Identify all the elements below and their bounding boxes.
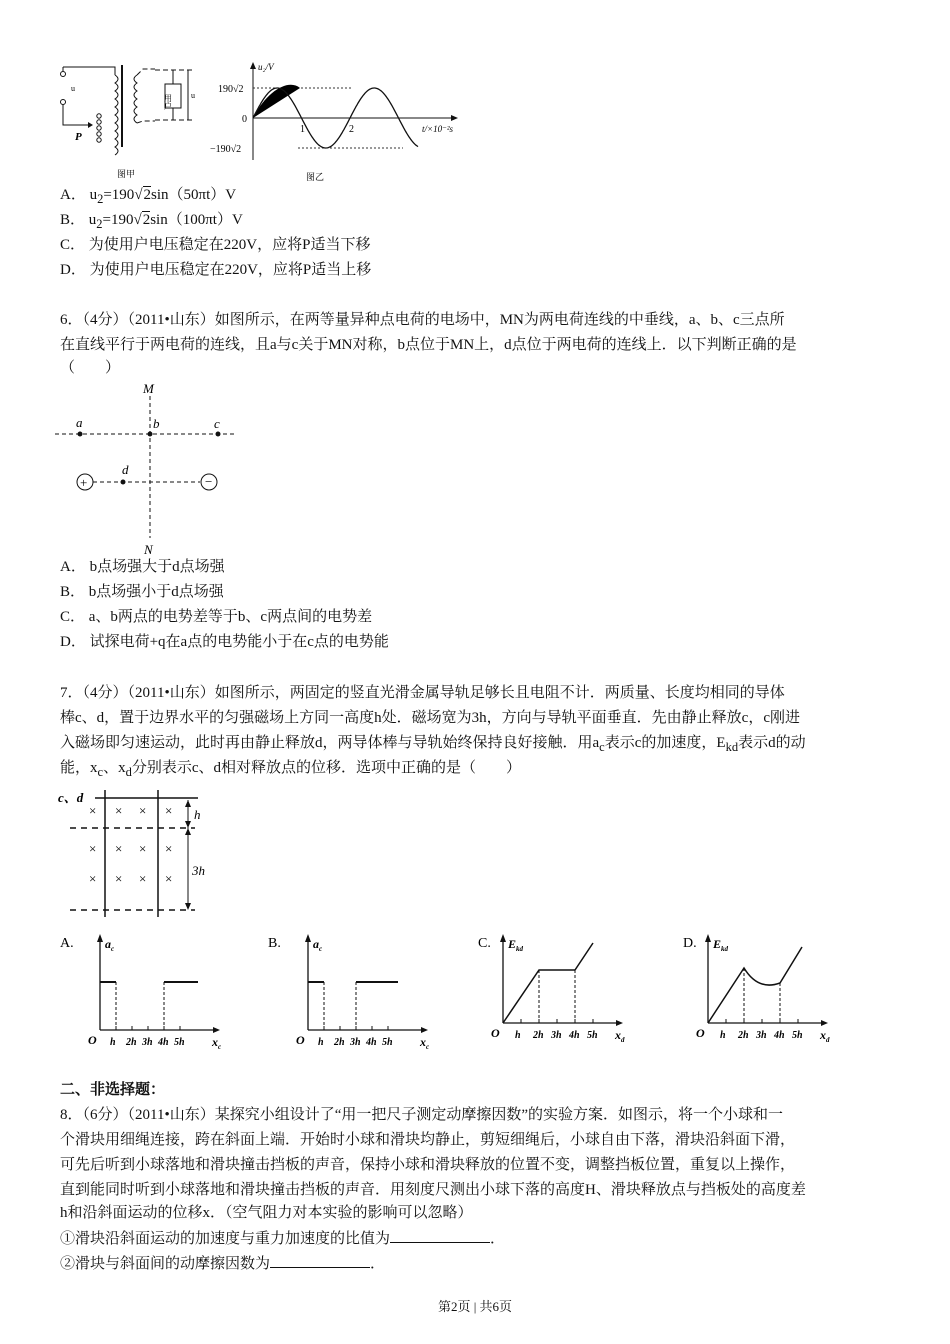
fig-jia-caption: 图甲 [117,169,136,179]
q6-option-c[interactable] [60,607,372,627]
fig-yi-caption: 图乙 [306,172,325,182]
y-axis-label: $E_{kd}$ [508,937,524,953]
q7-stem-line [60,758,521,782]
q7-option-d[interactable] [683,930,883,1055]
3h-label: 3h [192,863,205,878]
q8-stem-line: 直到能同时听到小球落地和滑块撞击挡板的声音．用刻度尺测出小球下落的高度H、滑块释放点与挡板处的高度差 [60,1182,806,1198]
q7-option-c[interactable] [478,930,678,1055]
field-cross-mark: × [165,803,173,818]
subquestion-text: ①滑块沿斜面运动的加速度与重力加速度的比值为 [60,1231,391,1247]
voltage-waveform-chart [208,60,478,185]
field-cross-mark: × [139,803,147,818]
charge-field-figure [55,378,255,558]
tick-label: 5h [382,1037,393,1048]
option-text: 为使用户电压稳定在220V，应将P适当下移 [88,237,371,253]
label-c: c [214,416,220,431]
tick-label: 2h [533,1030,544,1041]
option-letter: B. [268,936,281,951]
answer-blank[interactable] [390,1228,490,1243]
y-axis-label: u₂/V [258,62,274,72]
tick-label: 2h [334,1037,345,1048]
text: 能，x [60,760,98,776]
field-cross-mark: × [165,841,173,856]
text: 、x [103,760,126,776]
subscript: 2 [97,192,104,206]
label-n: N [144,542,153,557]
tick-label: 4h [158,1037,169,1048]
formula-tail: sin（50πt）V [151,187,237,203]
tick-label: 3h [142,1037,153,1048]
kinetic-energy-curve [708,947,802,1023]
origin-label: O [296,1033,305,1047]
q8-stem-line: h和沿斜面运动的位移x．（空气阻力对本实验的影响可以忽略） [60,1205,473,1221]
option-letter: B． [60,584,86,600]
tick-1: 1 [300,124,305,135]
amplitude: =190 [103,187,135,203]
tick-label: 2h [738,1030,749,1041]
radicand: 2 [142,212,151,228]
radicand: 2 [143,187,152,203]
subscript: kd [725,740,739,754]
answer-blank[interactable] [270,1253,370,1268]
q8-stem-line: 8．（6分）（2011•山东）某探究小组设计了“用一把尺子测定动摩擦因数”的实验方案．如图示，将一个小球和一 [60,1107,784,1123]
option-letter: B． [60,212,86,228]
tick-label: h [110,1037,116,1048]
option-text: a、b两点的电势差等于b、c两点间的电势差 [88,609,373,625]
p-label: P [75,131,82,143]
section-title: 二、非选择题： [60,1082,166,1098]
field-cross-mark: × [115,871,123,886]
tick-label: 3h [756,1030,767,1041]
field-cross-mark: × [89,871,97,886]
h-label: h [194,807,201,822]
q7-option-b[interactable] [268,930,468,1055]
option-letter: C. [478,936,491,951]
label-b: b [153,416,160,431]
q6-stem-line: （ ） [60,360,121,376]
tick-label: 3h [350,1037,361,1048]
option-letter: C． [60,237,86,253]
x-axis-label: t/×10⁻²s [422,124,454,134]
cd-label: c、d [58,790,84,805]
tick-label: 4h [774,1030,785,1041]
tick-label: 5h [792,1030,803,1041]
option-letter: A． [60,559,86,575]
subscript: c [97,765,104,779]
origin-label: O [696,1026,705,1040]
option-text: 为使用户电压稳定在220V，应将P适当上移 [89,262,372,278]
q8-stem-line: 可先后听到小球落地和滑块撞击挡板的声音，保持小球和滑块释放的位置不变，调整挡板位置，重复以上操作， [60,1157,796,1173]
q5-option-d[interactable] [60,260,371,280]
field-cross-mark: × [89,803,97,818]
tick-label: 4h [569,1030,580,1041]
q8-stem-line: 个滑块用细绳连接，跨在斜面上端．开始时小球和滑块均静止，剪短细绳后，小球自由下落，滑块沿斜面下滑， [60,1132,796,1148]
tick-label: 2h [126,1037,137,1048]
magnetic-field-figure [55,785,285,920]
formula-tail: sin（100πt）V [150,212,243,228]
q7-stem-line: 7．（4分）（2011•山东）如图所示，两固定的竖直光滑金属导轨足够长且电阻不计．两质量、长度均相同的导体 [60,685,785,701]
amplitude: =190 [102,212,134,228]
y-axis-label: $a_c$ [105,937,115,953]
option-letter: A． [60,187,86,203]
text: 入磁场即匀速运动，此时再由静止释放d，两导体棒与导轨始终保持良好接触．用a [60,735,600,751]
y-axis-label: $E_{kd}$ [713,937,729,953]
q7-stem-line [60,733,806,757]
subscript: c [599,740,605,754]
user-label: 用户 [163,94,173,110]
q7-option-a[interactable] [60,930,260,1055]
field-cross-mark: × [165,871,173,886]
negative-charge: − [205,474,213,489]
field-cross-mark: × [139,841,147,856]
option-text: b点场强大于d点场强 [89,559,225,575]
subscript: d [125,765,132,779]
tick-2: 2 [349,124,354,135]
tick-label: 4h [366,1037,377,1048]
q6-stem-line: 6．（4分）（2011•山东）如图所示，在两等量异种点电荷的电场中，MN为两电荷连线的中垂线，a、b、c三点所 [60,312,785,328]
label-m: M [143,381,154,396]
u-symbol: u [88,212,97,228]
field-cross-mark: × [115,841,123,856]
option-letter: D． [60,634,86,650]
q5-option-c[interactable] [60,235,370,255]
period: ． [490,1231,506,1247]
kinetic-energy-curve [503,943,593,1023]
u1-label: u [71,84,75,93]
q6-option-a[interactable] [60,557,225,577]
option-text: 试探电荷+q在a点的电势能小于在c点的电势能 [89,634,389,650]
q6-option-d[interactable] [60,632,389,652]
u-symbol: u [89,187,98,203]
origin-label: O [491,1026,500,1040]
ymax-label: 190√2 [218,84,244,95]
q8-subquestion-2 [60,1253,385,1274]
label-d: d [122,462,129,477]
option-text: b点场强小于d点场强 [88,584,224,600]
ymin-label: −190√2 [210,144,242,155]
page-footer: 第2页 | 共6页 [437,1299,513,1314]
label-a: a [76,415,83,430]
x-axis-label: $x_c$ [420,1035,430,1050]
tick-label: 3h [551,1030,562,1041]
tick-label: h [318,1037,324,1048]
q5-option-a[interactable]: A． $u_2=190√2\sin(50\pi t)V$ [60,187,237,206]
q5-option-b[interactable]: B． $u_2=190√2\sin(100\pi t)V$ [60,212,243,231]
q8-subquestion-1 [60,1228,505,1249]
field-cross-mark: × [139,871,147,886]
field-cross-mark: × [115,803,123,818]
option-letter: D. [683,936,697,951]
positive-charge: + [80,475,88,490]
zero-label: 0 [242,114,247,125]
q7-stem-line: 棒c、d，置于边界水平的匀强磁场上方同一高度h处．磁场宽为3h，方向与导轨平面垂直．先由静止释放c，c刚进 [60,710,800,726]
q6-stem-line: 在直线平行于两电荷的连线，且a与c关于MN对称，b点位于MN上，d点位于两电荷的连线上．以下判断正确的是 [60,337,797,353]
subscript: 2 [96,217,103,231]
field-cross-mark: × [89,841,97,856]
tick-label: h [720,1030,726,1041]
x-axis-label: $x_d$ [820,1028,830,1044]
origin-label: O [88,1033,97,1047]
x-axis-label: $x_d$ [615,1028,625,1044]
period: ． [370,1256,386,1272]
option-letter: D． [60,262,86,278]
tick-label: 5h [587,1030,598,1041]
u2-label: u [191,91,195,100]
option-letter: C． [60,609,86,625]
text: 表示c的加速度，E [604,735,726,751]
q6-option-b[interactable] [60,582,224,602]
tick-label: 5h [174,1037,185,1048]
subquestion-text: ②滑块与斜面间的动摩擦因数为 [60,1256,271,1272]
option-letter: A. [60,936,74,951]
x-axis-label: $x_c$ [212,1035,222,1050]
text: 分别表示c、d相对释放点的位移．选项中正确的是（ ） [131,760,522,776]
y-axis-label: $a_c$ [313,937,323,953]
tick-label: h [515,1030,521,1041]
text: 表示d的动 [738,735,806,751]
